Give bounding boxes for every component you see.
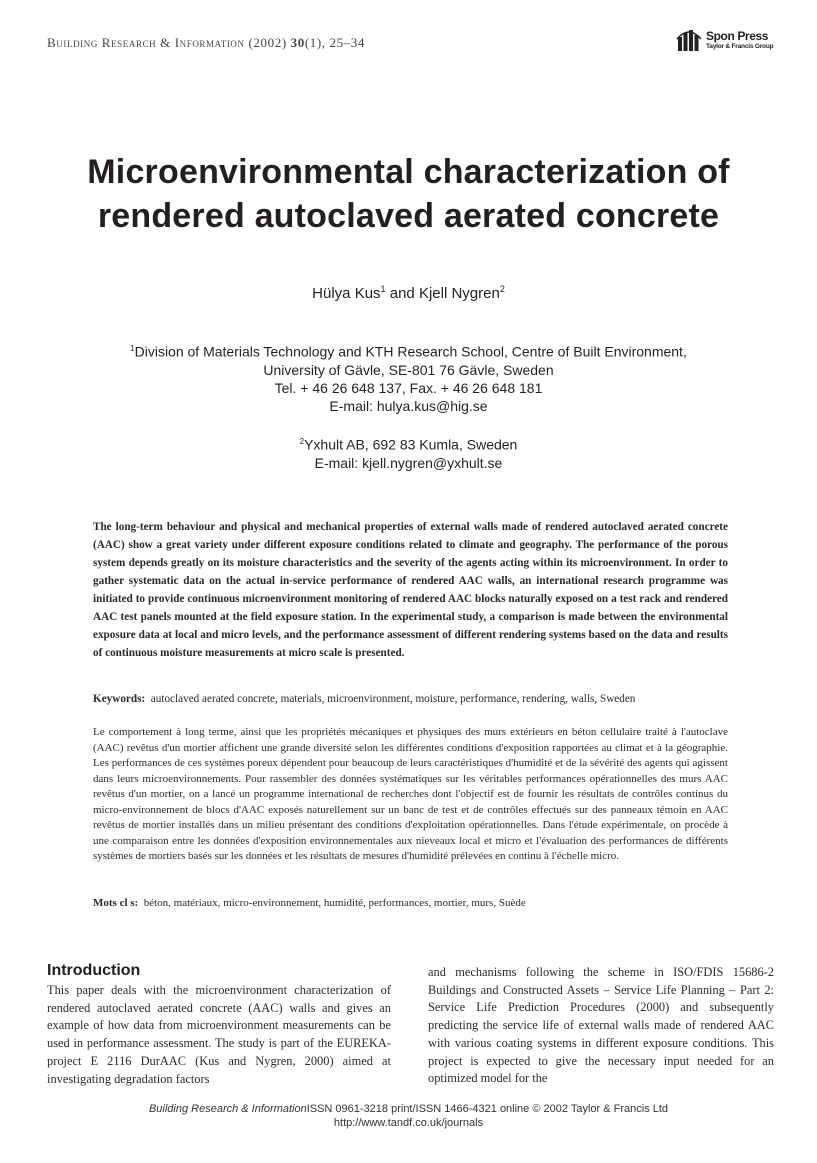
- affiliation-1-phone: Tel. + 46 26 648 137, Fax. + 46 26 648 181: [274, 379, 543, 396]
- introduction-right-column: and mechanisms following the scheme in ISO/FDIS 15686-2 Buildings and Constructed Assets – Service Life Planning – Part 2: Service Life Prediction Procedures (2000) and subsequently predicting the service life of external walls made of rendered AAC with various coating systems in different exposure conditions. This project is expected to give the necessary input needed for an optimized model for the: [428, 965, 774, 1086]
- affiliation-2-line-1: [0, 433, 817, 454]
- running-head-volume: 30: [290, 35, 305, 50]
- author-list: [0, 284, 817, 302]
- publisher-name: Spon Press: [706, 28, 769, 43]
- keywords-text: autoclaved aerated concrete, materials, microenvironment, moisture, performance, rendering, walls, Sweden: [150, 693, 636, 705]
- abstract-english: The long-term behaviour and physical and mechanical properties of external walls made of rendered autoclaved aerated concrete (AAC) show a great variety under different exposure conditions related to climate and geography. The performance of the porous system depends greatly on its moisture characteristics and the severity of the agents acting within its microenvironment. In order to gather systematic data on the actual in-service performance of rendered AAC walls, an international research programme was initiated to provide continuous microenvironment monitoring of rendered AAC blocks naturally exposed on a test rack and rendered AAC test panels mounted at the field exposure station. In the experimental study, a comparison is made between the environmental exposure data at local and micro levels, and the performance assessment of different rendering systems based on the data and results of continuous moisture measurements at micro scale is presented.: [93, 521, 728, 659]
- affiliation-2-sup: 2: [299, 437, 305, 446]
- author-2-name: Kjell Nygren: [418, 285, 500, 302]
- footer-copyright: [0, 1102, 817, 1116]
- spon-press-logo-icon: [676, 27, 702, 53]
- affiliation-1: [0, 340, 817, 415]
- paper-title-line-2: rendered autoclaved aerated concrete: [97, 197, 720, 235]
- affiliation-1-line-2: University of Gävle, SE-801 76 Gävle, Sweden: [263, 361, 554, 378]
- affiliation-1-sup: 1: [130, 344, 135, 353]
- affiliation-1-institution: Division of Materials Technology and KTH Research School, Centre of Built Environment,: [134, 343, 687, 360]
- author-conjunction: and: [385, 285, 419, 302]
- running-head-year: (2002): [244, 35, 291, 50]
- affiliation-2-email: E-mail: kjell.nygren@yxhult.se: [314, 454, 503, 471]
- paper-title: [0, 150, 817, 238]
- keywords-label: Keywords:: [93, 693, 146, 705]
- page-footer: [0, 1102, 817, 1130]
- running-head-pages: (1), 25–34: [304, 35, 365, 50]
- publisher-group: Taylor & Francis Group: [706, 42, 774, 50]
- mots-cles-label: Mots cl s:: [93, 897, 139, 909]
- mots-cles: [93, 895, 733, 911]
- introduction-heading: Introduction: [47, 962, 141, 979]
- affiliation-2: [0, 433, 817, 472]
- affiliation-2-institution: Yxhult AB, 692 83 Kumla, Sweden: [304, 436, 518, 453]
- footer-journal: Building Research & Information: [148, 1103, 307, 1115]
- running-head-journal: Building Research & Information: [47, 35, 245, 50]
- affiliation-1-email: E-mail: hulya.kus@hig.se: [329, 397, 488, 414]
- footer-url: http://www.tandf.co.uk/journals: [333, 1117, 484, 1129]
- author-1-sup: 1: [380, 284, 386, 294]
- author-2-sup: 2: [499, 284, 505, 294]
- running-head: [47, 35, 365, 51]
- introduction-left-column: This paper deals with the microenvironment characterization of rendered autoclaved aerated concrete (AAC) walls and gives an example of how data from microenvironment measurements can be used in performance assessment. The study is part of the EUREKA-project E 2116 DurAAC (Kus and Nygren, 2000) aimed at investigating degradation factors: [47, 983, 391, 1086]
- publisher-logo: [676, 25, 786, 55]
- mots-cles-text: béton, matériaux, micro-environnement, humidité, performances, mortier, murs, Suède: [143, 897, 526, 909]
- affiliation-1-line-1: [0, 340, 817, 361]
- keywords: [93, 690, 733, 708]
- author-1-name: Hülya Kus: [312, 285, 381, 302]
- footer-issn: ISSN 0961-3218 print/ISSN 1466-4321 online © 2002 Taylor & Francis Ltd: [306, 1103, 669, 1115]
- abstract-french: Le comportement à long terme, ainsi que les propriétés mécaniques et physiques des murs extérieurs en béton cellulaire traité à l'autoclave (AAC) revêtus d'un mortier affichent une grande diversité selon les différentes conditions d'exposition rapportées au climat et à la géographie. Les performances de ces systèmes poreux dépendent pour beaucoup de leurs caractéristiques d'humidité et de la sévérité des agents qui agissent dans leurs microenvironnements. Pour rassembler des données systématiques sur les véritables performances opérationnelles des murs AAC revêtus d'un mortier, on a lancé un programme international de recherches dont l'objectif est de fournir les résultats de contrôles continus du micro-environnement de blocs d'AAC exposés naturellement sur un banc de test et de contrôles effectués sur des panneaux témoin en AAC revêtus de mortier installés dans un milieu présentant des conditions d'exploitation opérationnelles. Dans l'étude expérimentale, on procède à une comparaison entre les données d'exposition environnementales aux nieveaux local et micro et l'évaluation des performances de différents systèmes de mortiers basés sur les données et les résultats de mesures d'humidité prélevées en continu à l'échelle micro.: [93, 726, 728, 862]
- paper-title-line-1: Microenvironmental characterization of: [87, 153, 730, 191]
